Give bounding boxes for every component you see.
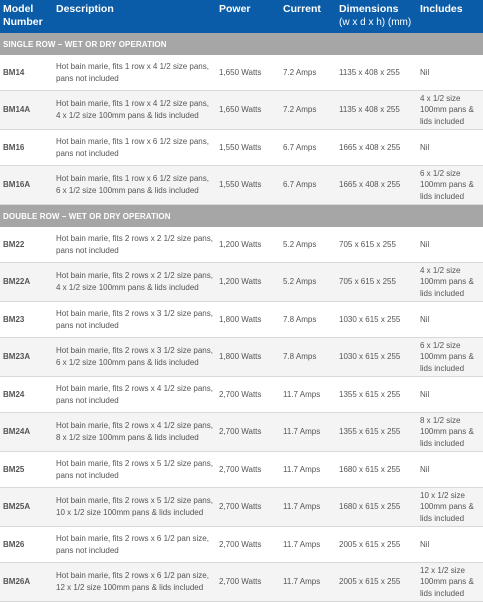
cell-current: 5.2 Amps — [280, 263, 336, 302]
cell-dimensions: 2005 x 615 x 255 — [336, 563, 417, 602]
table-row — [0, 166, 483, 205]
cell-current: 7.8 Amps — [280, 302, 336, 338]
cell-model: BM24 — [0, 377, 53, 413]
cell-power: 2,700 Watts — [216, 527, 280, 563]
header-includes: Includes — [417, 0, 483, 33]
cell-description: Hot bain marie, fits 2 rows x 3 1/2 size pans, pans not included — [53, 302, 216, 338]
cell-dimensions: 1665 x 408 x 255 — [336, 166, 417, 205]
cell-model: BM14 — [0, 55, 53, 91]
table-row — [0, 338, 483, 377]
cell-dimensions: 1355 x 615 x 255 — [336, 413, 417, 452]
cell-power: 1,650 Watts — [216, 55, 280, 91]
cell-dimensions: 2005 x 615 x 255 — [336, 527, 417, 563]
cell-model: BM25A — [0, 488, 53, 527]
cell-dimensions: 1030 x 615 x 255 — [336, 302, 417, 338]
cell-includes: Nil — [417, 55, 483, 91]
table-row — [0, 55, 483, 91]
cell-includes: 6 x 1/2 size 100mm pans & lids included — [417, 338, 483, 377]
cell-power: 1,800 Watts — [216, 302, 280, 338]
cell-includes: Nil — [417, 527, 483, 563]
cell-description: Hot bain marie, fits 1 row x 4 1/2 size pans, pans not included — [53, 55, 216, 91]
cell-power: 1,200 Watts — [216, 227, 280, 263]
cell-dimensions: 1030 x 615 x 255 — [336, 338, 417, 377]
cell-includes: 8 x 1/2 size 100mm pans & lids included — [417, 413, 483, 452]
cell-description: Hot bain marie, fits 2 rows x 5 1/2 size pans, 10 x 1/2 size 100mm pans & lids included — [53, 488, 216, 527]
cell-power: 2,700 Watts — [216, 377, 280, 413]
table-row — [0, 488, 483, 527]
table-row — [0, 452, 483, 488]
cell-model: BM23 — [0, 302, 53, 338]
table-row — [0, 527, 483, 563]
table-row — [0, 302, 483, 338]
cell-current: 7.2 Amps — [280, 91, 336, 130]
cell-power: 1,200 Watts — [216, 263, 280, 302]
cell-current: 6.7 Amps — [280, 130, 336, 166]
section-title: SINGLE ROW – WET OR DRY OPERATION — [0, 33, 483, 55]
cell-power: 2,700 Watts — [216, 452, 280, 488]
header-dimensions-units: (w x d x h) (mm) — [339, 17, 412, 28]
cell-current: 11.7 Amps — [280, 452, 336, 488]
cell-model: BM22 — [0, 227, 53, 263]
cell-dimensions: 1135 x 408 x 255 — [336, 91, 417, 130]
cell-includes: Nil — [417, 302, 483, 338]
header-dimensions-label: Dimensions — [339, 3, 399, 15]
cell-includes: Nil — [417, 452, 483, 488]
cell-power: 2,700 Watts — [216, 563, 280, 602]
cell-includes: Nil — [417, 130, 483, 166]
cell-description: Hot bain marie, fits 2 rows x 6 1/2 pan size, 12 x 1/2 size 100mm pans & lids included — [53, 563, 216, 602]
cell-current: 6.7 Amps — [280, 166, 336, 205]
cell-power: 1,650 Watts — [216, 91, 280, 130]
cell-dimensions: 705 x 615 x 255 — [336, 227, 417, 263]
cell-description: Hot bain marie, fits 2 rows x 4 1/2 size pans, 8 x 1/2 size 100mm pans & lids included — [53, 413, 216, 452]
cell-current: 5.2 Amps — [280, 227, 336, 263]
table-row — [0, 563, 483, 602]
cell-model: BM16A — [0, 166, 53, 205]
cell-description: Hot bain marie, fits 1 row x 6 1/2 size pans, 6 x 1/2 size 100mm pans & lids included — [53, 166, 216, 205]
cell-current: 7.2 Amps — [280, 55, 336, 91]
cell-power: 1,800 Watts — [216, 338, 280, 377]
cell-dimensions: 1680 x 615 x 255 — [336, 452, 417, 488]
cell-model: BM26 — [0, 527, 53, 563]
table-row — [0, 227, 483, 263]
table-row — [0, 263, 483, 302]
cell-description: Hot bain marie, fits 2 rows x 6 1/2 pan size, pans not included — [53, 527, 216, 563]
header-row — [0, 0, 483, 33]
cell-power: 2,700 Watts — [216, 413, 280, 452]
header-current: Current — [280, 0, 336, 33]
cell-power: 2,700 Watts — [216, 488, 280, 527]
cell-current: 7.8 Amps — [280, 338, 336, 377]
cell-current: 11.7 Amps — [280, 377, 336, 413]
cell-description: Hot bain marie, fits 1 row x 4 1/2 size pans, 4 x 1/2 size 100mm pans & lids included — [53, 91, 216, 130]
cell-description: Hot bain marie, fits 2 rows x 4 1/2 size pans, pans not included — [53, 377, 216, 413]
cell-description: Hot bain marie, fits 2 rows x 5 1/2 size pans, pans not included — [53, 452, 216, 488]
table-row — [0, 91, 483, 130]
cell-includes: 4 x 1/2 size 100mm pans & lids included — [417, 91, 483, 130]
cell-model: BM25 — [0, 452, 53, 488]
cell-model: BM23A — [0, 338, 53, 377]
cell-dimensions: 1355 x 615 x 255 — [336, 377, 417, 413]
cell-dimensions: 705 x 615 x 255 — [336, 263, 417, 302]
table-header — [0, 0, 483, 33]
cell-model: BM16 — [0, 130, 53, 166]
section-header-row — [0, 33, 483, 55]
table-body — [0, 33, 483, 602]
cell-description: Hot bain marie, fits 2 rows x 2 1/2 size pans, 4 x 1/2 size 100mm pans & lids included — [53, 263, 216, 302]
header-power: Power — [216, 0, 280, 33]
header-model: Model Number — [0, 0, 53, 33]
section-header-row — [0, 205, 483, 228]
header-dimensions — [336, 0, 417, 33]
cell-model: BM24A — [0, 413, 53, 452]
cell-dimensions: 1665 x 408 x 255 — [336, 130, 417, 166]
table-row — [0, 130, 483, 166]
cell-current: 11.7 Amps — [280, 563, 336, 602]
header-description: Description — [53, 0, 216, 33]
cell-includes: Nil — [417, 377, 483, 413]
cell-dimensions: 1680 x 615 x 255 — [336, 488, 417, 527]
cell-current: 11.7 Amps — [280, 413, 336, 452]
cell-dimensions: 1135 x 408 x 255 — [336, 55, 417, 91]
table-row — [0, 413, 483, 452]
cell-includes: 6 x 1/2 size 100mm pans & lids included — [417, 166, 483, 205]
section-title: DOUBLE ROW – WET OR DRY OPERATION — [0, 205, 483, 228]
table-row — [0, 377, 483, 413]
cell-includes: Nil — [417, 227, 483, 263]
cell-includes: 12 x 1/2 size 100mm pans & lids included — [417, 563, 483, 602]
cell-model: BM26A — [0, 563, 53, 602]
cell-description: Hot bain marie, fits 2 rows x 2 1/2 size pans, pans not included — [53, 227, 216, 263]
cell-includes: 10 x 1/2 size 100mm pans & lids included — [417, 488, 483, 527]
cell-description: Hot bain marie, fits 2 rows x 3 1/2 size pans, 6 x 1/2 size 100mm pans & lids included — [53, 338, 216, 377]
cell-current: 11.7 Amps — [280, 527, 336, 563]
cell-model: BM22A — [0, 263, 53, 302]
cell-current: 11.7 Amps — [280, 488, 336, 527]
cell-includes: 4 x 1/2 size 100mm pans & lids included — [417, 263, 483, 302]
cell-power: 1,550 Watts — [216, 130, 280, 166]
cell-description: Hot bain marie, fits 1 row x 6 1/2 size pans, pans not included — [53, 130, 216, 166]
cell-model: BM14A — [0, 91, 53, 130]
cell-power: 1,550 Watts — [216, 166, 280, 205]
